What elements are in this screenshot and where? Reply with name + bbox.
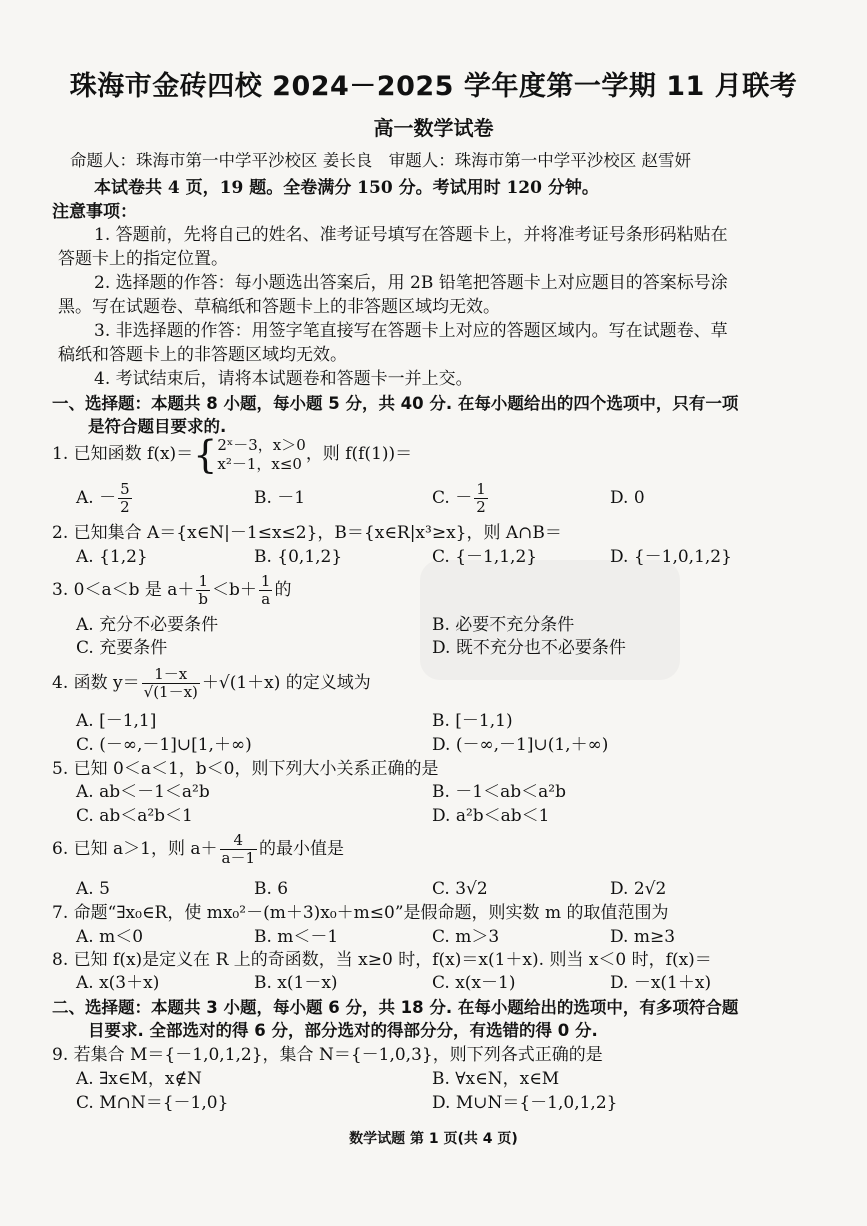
q1-piece-2: x²－1，x≤0 [217,454,302,473]
q3-stem-a: 3. 0＜a＜b 是 a＋ [52,580,195,600]
note-3a: 3. 非选择题的作答：用签字笔直接写在答题卡上对应的答题区域内。写在试题卷、草 [94,321,728,341]
q6-f-den: a－1 [221,849,256,867]
q7-option-d: D. m≥3 [610,927,676,947]
q1-stem-b: ，则 f(f(1))＝ [305,444,413,464]
exam-info: 本试卷共 4 页，19 题。全卷满分 150 分。考试用时 120 分钟。 [94,178,599,198]
q6-option-d: D. 2√2 [610,879,667,899]
q3-fraction-1 [196,573,210,608]
q4-option-a: A. [－1,1] [76,711,157,731]
q8-option-a: A. x(3＋x) [76,973,160,993]
q6-stem-a: 6. 已知 a＞1，则 a＋ [52,839,218,859]
q6-f-num: 4 [220,832,258,850]
q7-option-c: C. m＞3 [432,927,500,947]
q7-option-a: A. m＜0 [76,927,144,947]
q5-stem: 5. 已知 0＜a＜1，b＜0，则下列大小关系正确的是 [52,759,439,779]
q3-f2-den: a [261,590,271,608]
q1-a-prefix: A. － [76,488,117,508]
q6-fraction [220,832,258,867]
q8-option-b: B. x(1－x) [254,973,338,993]
q5-option-b: B. －1＜ab＜a²b [432,782,566,802]
section2-line2: 目要求. 全部选对的得 6 分，部分选对的得部分分，有选错的得 0 分. [88,1021,598,1040]
q1-c-prefix: C. － [432,488,473,508]
q3-fraction-2 [259,573,273,608]
q3-option-d: D. 既不充分也不必要条件 [432,638,626,658]
q4-fraction [142,666,200,701]
section1-line2: 是符合题目要求的. [88,417,227,436]
q3-option-a: A. 充分不必要条件 [76,615,219,635]
q1-option-d: D. 0 [610,488,645,508]
q9-stem: 9. 若集合 M＝{－1,0,1,2}，集合 N＝{－1,0,3}，则下列各式正确的是 [52,1045,603,1065]
q3-stem-b: ＜b＋ [212,580,257,600]
q4-stem [52,662,371,704]
q5-option-d: D. a²b＜ab＜1 [432,806,550,826]
q3-f1-den: b [198,590,209,608]
q4-stem-a: 4. 函数 y＝ [52,673,140,693]
q2-option-a: A. {1,2} [76,547,148,567]
q2-option-d: D. {－1,0,1,2} [610,547,732,567]
q1-piecewise [217,436,305,474]
note-3b: 稿纸和答题卡上的非答题区域均无效。 [58,345,347,365]
q4-option-b: B. [－1,1) [432,711,513,731]
q8-stem: 8. 已知 f(x)是定义在 R 上的奇函数，当 x≥0 时，f(x)＝x(1＋x). 则当 x＜0 时，f(x)＝ [52,950,712,970]
exam-title: 珠海市金砖四校 2024－2025 学年度第一学期 11 月联考 [69,71,798,102]
q4-option-c: C. (－∞,－1]∪[1,＋∞) [76,735,252,755]
q5-option-a: A. ab＜－1＜a²b [76,782,210,802]
note-4: 4. 考试结束后，请将本试题卷和答题卡一并上交。 [94,369,473,389]
q2-option-b: B. {0,1,2} [254,547,343,567]
q1-c-num: 1 [476,480,486,498]
q1-a-num: 5 [120,480,130,498]
q1-option-c [432,478,490,518]
q4-f-num: 1－x [142,666,200,684]
q7-stem: 7. 命题“∃x₀∈R，使 mx₀²－(m＋3)x₀＋m≤0”是假命题，则实数 m 的取值范围为 [52,903,669,923]
q3-f1-num: 1 [196,573,210,591]
q3-stem [52,570,291,610]
q3-stem-c: 的 [274,580,292,600]
q6-option-c: C. 3√2 [432,879,488,899]
note-1a: 1. 答题前，先将自己的姓名、准考证号填写在答题卡上，并将准考证号条形码粘贴在 [94,225,728,245]
q6-option-a: A. 5 [76,879,110,899]
q1-option-a [76,478,134,518]
q8-option-c: C. x(x－1) [432,973,516,993]
q1-c-den: 2 [476,498,486,516]
note-2a: 2. 选择题的作答：每小题选出答案后，用 2B 铅笔把答题卡上对应题目的答案标号涂 [94,273,728,293]
q3-f2-num: 1 [260,572,271,590]
q1-piece-1: 2ˣ－3，x＞0 [217,435,306,454]
q3-option-c: C. 充要条件 [76,638,168,658]
q9-option-a: A. ∃x∈M，x∉N [76,1069,202,1089]
brace-symbol: { [193,432,218,477]
q1-stem [52,432,412,476]
q6-stem-b: 的最小值是 [259,839,345,859]
note-2b: 黑。写在试题卷、草稿纸和答题卡上的非答题区域均无效。 [58,297,500,317]
section1-line1: 一、选择题：本题共 8 小题，每小题 5 分，共 40 分. 在每小题给出的四个选项中，只有一项 [52,394,739,413]
q5-option-c: C. ab＜a²b＜1 [76,806,193,826]
q1-stem-a: 1. 已知函数 f(x)＝ [52,444,194,464]
q1-a-den: 2 [120,498,130,516]
q4-stem-b: ＋√(1＋x) 的定义域为 [201,673,371,693]
q9-option-d: D. M∪N＝{－1,0,1,2} [432,1093,618,1113]
section2-line1: 二、选择题：本题共 3 小题，每小题 6 分，共 18 分. 在每小题给出的选项中，有多项符合题 [52,998,739,1017]
q6-stem [52,828,344,870]
notes-heading: 注意事项： [52,202,137,222]
note-1b: 答题卡上的指定位置。 [58,249,228,269]
q2-option-c: C. {－1,1,2} [432,547,538,567]
q9-option-c: C. M∩N＝{－1,0} [76,1093,229,1113]
q2-stem: 2. 已知集合 A＝{x∈N|－1≤x≤2}，B＝{x∈R|x³≥x}，则 A∩B＝ [52,523,562,543]
q1-option-b: B. －1 [254,488,306,508]
page-footer: 数学试题 第 1 页(共 4 页) [349,1131,518,1147]
q3-option-b: B. 必要不充分条件 [432,615,575,635]
q9-option-b: B. ∀x∈N，x∈M [432,1069,560,1089]
q1-c-fraction [474,481,488,516]
q4-option-d: D. (－∞,－1]∪(1,＋∞) [432,735,609,755]
authors-line: 命题人：珠海市第一中学平沙校区 姜长良 审题人：珠海市第一中学平沙校区 赵雪妍 [70,151,691,170]
q1-a-fraction [118,481,132,516]
q8-option-d: D. －x(1＋x) [610,973,712,993]
exam-subtitle: 高一数学试卷 [373,116,494,140]
q7-option-b: B. m＜－1 [254,927,339,947]
q4-f-den: √(1－x) [143,683,198,701]
q6-option-b: B. 6 [254,879,289,899]
